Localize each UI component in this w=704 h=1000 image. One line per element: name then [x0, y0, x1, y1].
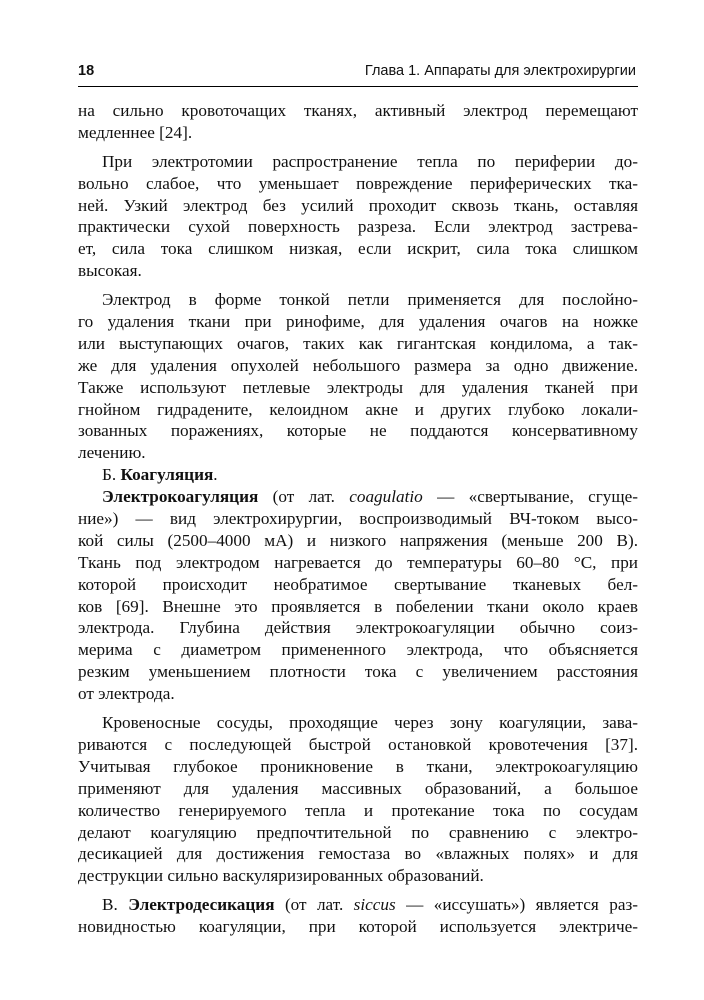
- page-body: [78, 100, 638, 938]
- text-line: Электрод в форме тонкой петли применяется для послойно-: [102, 290, 638, 310]
- text-line: При электротомии распространение тепла по периферии до-: [102, 151, 638, 171]
- latin-term: coagulatio: [349, 487, 423, 507]
- latin-term: siccus: [353, 895, 396, 915]
- text-line: [78, 464, 638, 486]
- text-run: (от лат.: [258, 487, 350, 507]
- text-line: [78, 894, 638, 916]
- text-line: вольно слабое, что уменьшает повреждение периферических тка-: [78, 173, 638, 193]
- text-line: Учитывая глубокое проникновение в ткани, электрокоагуляцию: [78, 756, 638, 776]
- section-letter: В.: [102, 895, 129, 915]
- text-line: резким уменьшением плотности тока с увеличением расстояния: [78, 662, 638, 682]
- text-line: риваются с последующей быстрой остановкой кровотечения [37].: [78, 734, 638, 754]
- term-electrodesiccation: Электродесикация: [128, 895, 275, 915]
- text-line: же для удаления опухолей небольшого размера за одно движение.: [78, 355, 638, 375]
- text-line: применяют для удаления массивных образований, а большое: [78, 778, 638, 798]
- text-line: ков [69]. Внешне это проявляется в побелении ткани около краев: [78, 596, 638, 616]
- text-line: зованных поражениях, которые не поддаются консервативному: [78, 421, 638, 441]
- section-period: .: [213, 465, 218, 485]
- text-line: Ткань под электродом нагревается до температуры 60–80 °С, при: [78, 552, 638, 572]
- term-electrocoagulation: Электрокоагуляция: [102, 487, 259, 507]
- paragraph: [78, 100, 638, 144]
- running-header: [78, 60, 638, 87]
- text-line: которой происходит необратимое свертывание тканевых бел-: [78, 574, 638, 594]
- text-line: ние») — вид электрохирургии, воспроизводимый ВЧ-током высо-: [78, 509, 638, 529]
- text-line: практически сухой поверхность разреза. Если электрод застрева-: [78, 217, 638, 237]
- section-letter: Б.: [102, 465, 121, 485]
- text-line: кой силы (2500–4000 мА) и низкого напряжения (меньше 200 В).: [78, 530, 638, 550]
- text-line: ет, сила тока слишком низкая, если искрит, сила тока слишком: [78, 239, 638, 259]
- text-line: электрода. Глубина действия электрокоагуляции обычно соиз-: [78, 618, 638, 638]
- text-line: гнойном гидрадените, келоидном акне и других глубоко локали-: [78, 399, 638, 419]
- text-line: десикацией для достижения гемостаза во «влажных полях» и для: [78, 844, 638, 864]
- section-title: Коагуляция: [120, 465, 214, 485]
- page-number: 18: [78, 63, 95, 79]
- text-line: Кровеносные сосуды, проходящие через зону коагуляции, зава-: [102, 713, 638, 733]
- text-run: — «свертывание, сгуще-: [422, 487, 638, 507]
- text-line: деструкции сильно васкуляризированных образований.: [78, 866, 484, 886]
- text-line: на сильно кровоточащих тканях, активный электрод перемещают: [78, 101, 638, 120]
- paragraph: [78, 712, 638, 887]
- text-line: делают коагуляцию предпочтительной по сравнению с электро-: [78, 822, 638, 842]
- text-line: мерима с диаметром примененного электрода, что объясняется: [78, 640, 638, 660]
- text-line: [78, 486, 638, 508]
- text-line: лечению.: [78, 443, 146, 463]
- paragraph: [78, 151, 638, 282]
- paragraph: [78, 486, 638, 705]
- text-run: (от лат.: [274, 895, 354, 915]
- text-line: или выступающих очагов, таких как гигантская кондилома, а так-: [78, 333, 638, 353]
- paragraph: [78, 894, 638, 938]
- text-line: ней. Узкий электрод без усилий проходит сквозь ткань, оставляя: [78, 195, 638, 215]
- text-line: Также используют петлевые электроды для удаления тканей при: [78, 377, 638, 397]
- paragraph: [78, 289, 638, 464]
- text-line: новидностью коагуляции, при которой используется электриче-: [78, 917, 638, 937]
- chapter-title: Глава 1. Аппараты для электрохирургии: [364, 63, 636, 79]
- text-line: го удаления ткани при ринофиме, для удаления очагов на ножке: [78, 312, 638, 332]
- text-run: — «иссушать») является раз-: [395, 895, 638, 915]
- section-heading: [78, 464, 638, 486]
- text-line: от электрода.: [78, 684, 175, 704]
- text-line: количество генерируемого тепла и протекание тока по сосудам: [78, 800, 638, 820]
- text-line: высокая.: [78, 261, 142, 281]
- text-line: медленнее [24].: [78, 122, 193, 142]
